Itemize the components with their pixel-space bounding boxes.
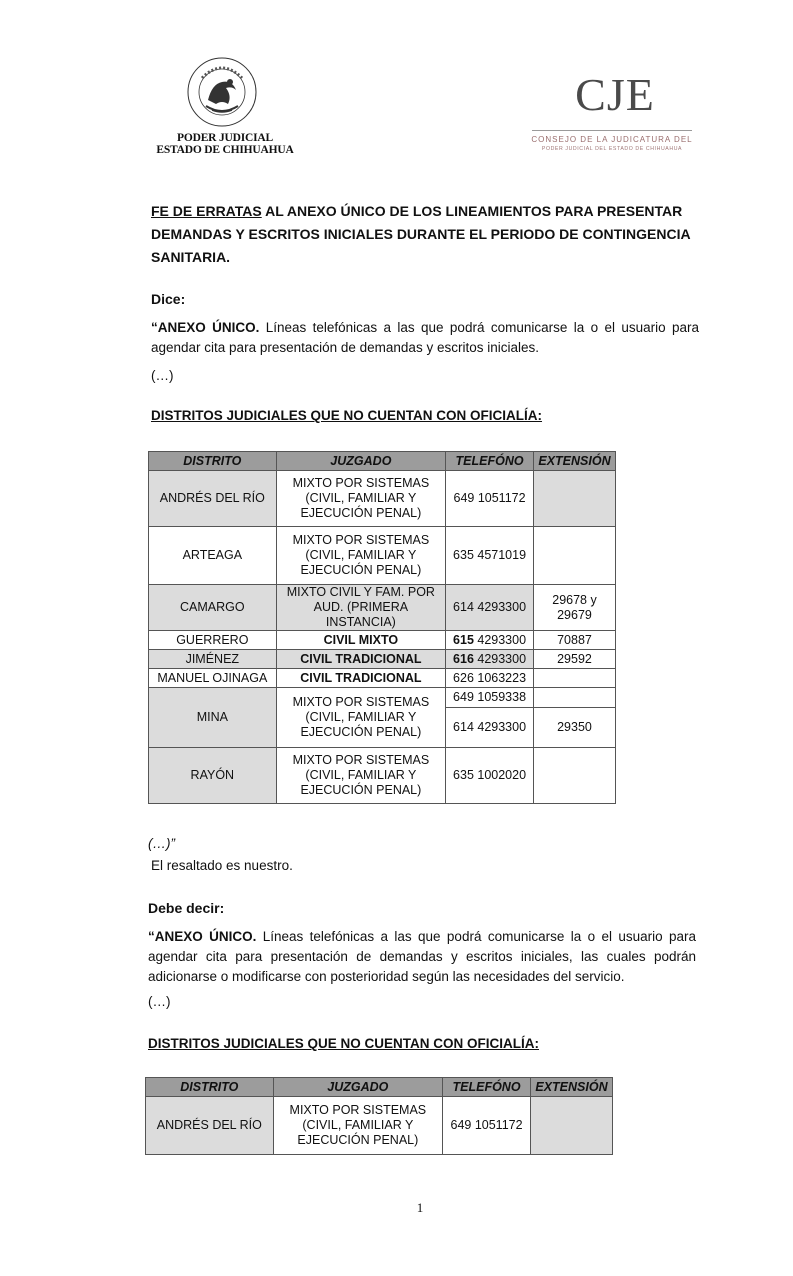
cell-juzgado: MIXTO POR SISTEMAS (CIVIL, FAMILIAR Y EJECUCIÓN PENAL) (276, 748, 445, 804)
title-rest: AL ANEXO ÚNICO DE LOS LINEAMIENTOS PARA PRESENTAR DEMANDAS Y ESCRITOS INICIALES DURANTE EL PERIODO DE CONTINGENCIA SANITARIA. (151, 203, 691, 265)
logo-subtitle-1: CONSEJO DE LA JUDICATURA DEL (531, 135, 693, 144)
org-name-line2: ESTADO DE CHIHUAHUA (156, 144, 294, 156)
cell-extension (534, 669, 616, 688)
table-row (146, 1097, 613, 1155)
cell-juzgado: MIXTO POR SISTEMAS (CIVIL, FAMILIAR Y EJECUCIÓN PENAL) (273, 1097, 442, 1155)
cell-extension: 70887 (534, 631, 616, 650)
debe-ellipsis: (…) (148, 994, 171, 1009)
header-juzgado: JUZGADO (273, 1078, 442, 1097)
cell-extension (534, 527, 616, 585)
table-row (149, 748, 616, 804)
cje-logo: CJE (575, 69, 655, 120)
debe-section-title: DISTRITOS JUDICIALES QUE NO CUENTAN CON OFICIALÍA: (148, 1036, 540, 1051)
cell-distrito: CAMARGO (149, 585, 277, 631)
tel-prefix-bold: 616 (453, 651, 474, 666)
dice-ellipsis: (…) (151, 368, 174, 383)
cell-extension: 29350 (534, 708, 616, 748)
cell-telefono: 626 1063223 (446, 669, 534, 688)
distritos-table-2 (145, 1077, 613, 1155)
cell-extension: 29678 y 29679 (534, 585, 616, 631)
cell-distrito: GUERRERO (149, 631, 277, 650)
cell-distrito: MANUEL OJINAGA (149, 669, 277, 688)
header-telefono: TELEFÓNO (446, 452, 534, 471)
cell-extension: 29592 (534, 650, 616, 669)
dice-anexo-bold: “ANEXO ÚNICO. (151, 320, 260, 335)
debe-anexo-text: Líneas telefónicas a las que podrá comunicarse la o el usuario para agendar cita para presentación de demandas y escritos iniciales, las cuales podrán adicionarse o modificarse con posterioridad según las necesidades del servicio. (148, 929, 696, 984)
cell-extension (534, 688, 616, 708)
dice-section-title: DISTRITOS JUDICIALES QUE NO CUENTAN CON OFICIALÍA: (151, 408, 543, 423)
table-row (149, 669, 616, 688)
debe-anexo-bold: “ANEXO ÚNICO. (148, 929, 257, 944)
table-row (149, 585, 616, 631)
table-header-row (146, 1078, 613, 1097)
cell-extension (534, 748, 616, 804)
cell-telefono: 649 1051172 (443, 1097, 531, 1155)
cell-telefono (446, 631, 534, 650)
table-row (149, 471, 616, 527)
cell-distrito: ANDRÉS DEL RÍO (149, 471, 277, 527)
header-extension: EXTENSIÓN (531, 1078, 613, 1097)
dice-label: Dice: (151, 291, 186, 307)
cell-distrito: RAYÓN (149, 748, 277, 804)
table-row (149, 527, 616, 585)
cell-telefono: 649 1059338 (446, 688, 534, 708)
header-distrito: DISTRITO (149, 452, 277, 471)
dice-note: El resaltado es nuestro. (151, 858, 293, 873)
logo-subtitle-2: PODER JUDICIAL DEL ESTADO DE CHIHUAHUA (541, 146, 683, 152)
table-row (149, 688, 616, 708)
cell-extension (534, 471, 616, 527)
table-row (149, 650, 616, 669)
dice-anexo-paragraph (151, 318, 699, 358)
cell-telefono: 649 1051172 (446, 471, 534, 527)
page-number: 1 (416, 1200, 424, 1215)
cell-juzgado: MIXTO POR SISTEMAS (CIVIL, FAMILIAR Y EJECUCIÓN PENAL) (276, 527, 445, 585)
org-name-line1: PODER JUDICIAL (177, 132, 273, 144)
cell-distrito: ARTEAGA (149, 527, 277, 585)
dice-closing: (…)” (148, 836, 175, 851)
tel-rest: 4293300 (473, 651, 527, 666)
cell-telefono: 614 4293300 (446, 708, 534, 748)
title-underlined: FE DE ERRATAS (151, 203, 262, 219)
cell-juzgado: MIXTO POR SISTEMAS (CIVIL, FAMILIAR Y EJECUCIÓN PENAL) (276, 471, 445, 527)
distritos-table-1 (148, 451, 616, 804)
cell-juzgado: CIVIL TRADICIONAL (276, 669, 445, 688)
cell-juzgado: MIXTO CIVIL Y FAM. POR AUD. (PRIMERA INSTANCIA) (276, 585, 445, 631)
header-juzgado: JUZGADO (276, 452, 445, 471)
header-extension: EXTENSIÓN (534, 452, 616, 471)
table-row (149, 631, 616, 650)
cell-distrito: MINA (149, 688, 277, 748)
header-distrito: DISTRITO (146, 1078, 274, 1097)
cell-juzgado: CIVIL TRADICIONAL (276, 650, 445, 669)
coat-of-arms-seal (186, 56, 258, 128)
debe-label: Debe decir: (148, 900, 225, 916)
cell-telefono: 635 1002020 (446, 748, 534, 804)
cell-extension (531, 1097, 613, 1155)
cell-juzgado: MIXTO POR SISTEMAS (CIVIL, FAMILIAR Y EJECUCIÓN PENAL) (276, 688, 445, 748)
cell-telefono (446, 650, 534, 669)
debe-anexo-paragraph (148, 927, 696, 987)
document-title (151, 200, 711, 269)
table-header-row (149, 452, 616, 471)
dice-anexo-text: Líneas telefónicas a las que podrá comunicarse la o el usuario para agendar cita para presentación de demandas y escritos iniciales. (151, 320, 699, 355)
cell-distrito: ANDRÉS DEL RÍO (146, 1097, 274, 1155)
cell-juzgado: CIVIL MIXTO (276, 631, 445, 650)
tel-rest: 4293300 (473, 632, 527, 647)
cell-distrito: JIMÉNEZ (149, 650, 277, 669)
tel-prefix-bold: 615 (453, 632, 474, 647)
cell-telefono: 635 4571019 (446, 527, 534, 585)
logo-rule (532, 130, 692, 131)
header-telefono: TELEFÓNO (443, 1078, 531, 1097)
cell-telefono: 614 4293300 (446, 585, 534, 631)
